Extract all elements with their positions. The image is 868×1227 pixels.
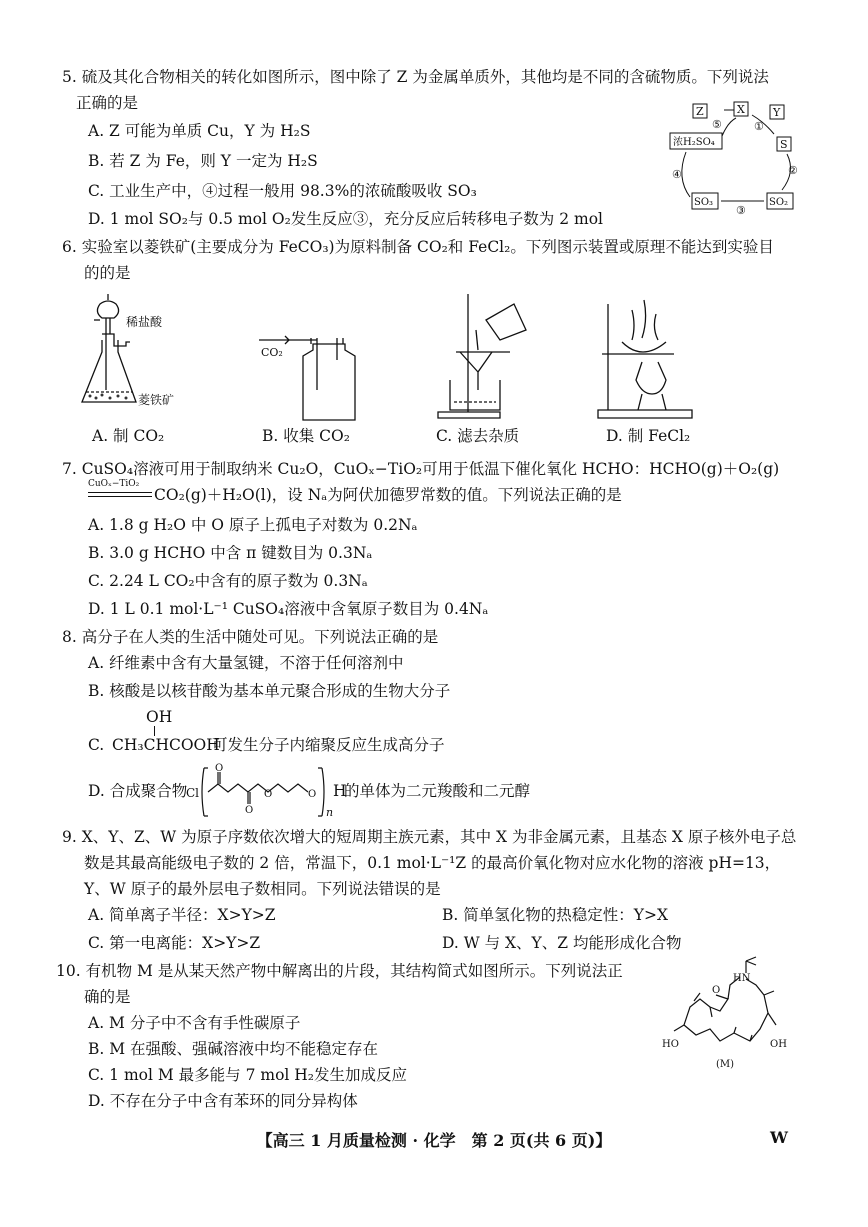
q10-stem-line1: 10. 有机物 M 是从某天然产物中解离出的片段，其结构简式如图所示。下列说法正 — [56, 962, 623, 980]
q6-stem-line2: 的的是 — [84, 264, 131, 282]
q8-option-d-text: 的单体为二元羧酸和二元醇 — [344, 782, 531, 800]
q9-stem-line1: 9. X、Y、Z、W 为原子序数依次增大的短周期主族元素，其中 X 为非金属元素，且基态 X 原子核外电子总 — [62, 828, 797, 846]
q5-option-c: C. 工业生产中，④过程一般用 98.3%的浓硫酸吸收 SO₃ — [88, 182, 477, 200]
apparatus-c-filtration — [430, 290, 540, 424]
q9-option-a: A. 简单离子半径：X>Y>Z — [88, 906, 276, 924]
polymer-oxygen-4: O — [308, 789, 317, 800]
q10-option-a: A. M 分子中不含有手性碳原子 — [88, 1014, 301, 1032]
q5-stem-line2: 正确的是 — [76, 94, 139, 112]
q7-option-c: C. 2.24 L CO₂中含有的原子数为 0.3Nₐ — [88, 572, 368, 590]
apparatus-d-evaporation — [592, 290, 702, 424]
q10-stem-line2: 确的是 — [84, 988, 131, 1006]
q8-option-d-h: H — [333, 782, 347, 800]
q7-option-d: D. 1 L 0.1 mol·L⁻¹ CuSO₄溶液中含氧原子数目为 0.4Nₐ — [88, 600, 489, 618]
diagram-step-4: ④ — [672, 168, 682, 181]
q8-stem: 8. 高分子在人类的生活中随处可见。下列说法正确的是 — [62, 628, 439, 646]
molecule-hn-label: HN — [733, 973, 751, 984]
polymer-structure — [198, 762, 338, 822]
diagram-so3: SO₃ — [694, 197, 714, 208]
q7-catalyst-label: CuOₓ−TiO₂ — [88, 479, 140, 489]
label-dilute-hcl: 稀盐酸 — [126, 315, 163, 329]
polymer-oxygen-1: O — [215, 763, 224, 774]
q8-option-c-oh: OH — [146, 708, 173, 726]
caption-b: B. 收集 CO₂ — [262, 427, 350, 445]
caption-d: D. 制 FeCl₂ — [606, 427, 691, 445]
label-co2-inlet: CO₂ — [261, 346, 283, 359]
diagram-step-2: ② — [788, 164, 798, 177]
q6-stem-line1: 6. 实验室以菱铁矿(主要成分为 FeCO₃)为原料制备 CO₂和 FeCl₂。下列图示装置或原理不能达到实验目 — [62, 238, 774, 256]
diagram-x: X — [737, 103, 745, 116]
footer-mark: W — [770, 1128, 788, 1147]
diagram-y: Y — [773, 106, 781, 119]
diagram-so2: SO₂ — [769, 197, 789, 208]
q10-option-d: D. 不存在分子中含有苯环的同分异构体 — [88, 1092, 358, 1110]
molecule-ho-left: HO — [662, 1039, 679, 1050]
q7-reaction-arrow — [88, 492, 152, 497]
q8-option-c-prefix: C. — [88, 736, 105, 754]
page-footer: 【高三 1 月质量检测 · 化学 第 2 页(共 6 页)】 — [256, 1131, 612, 1150]
q9-option-c: C. 第一电离能：X>Y>Z — [88, 934, 261, 952]
q9-option-d: D. W 与 X、Y、Z 均能形成化合物 — [442, 934, 682, 952]
q8-option-d-n: n — [326, 806, 334, 819]
q5-option-a: A. Z 可能为单质 Cu，Y 为 H₂S — [88, 122, 311, 140]
diagram-h2so4: 浓H₂SO₄ — [673, 137, 715, 148]
diagram-step-5: ⑤ — [712, 118, 722, 131]
q7-option-b: B. 3.0 g HCHO 中含 π 键数目为 0.3Nₐ — [88, 544, 373, 562]
q5-option-d: D. 1 mol SO₂与 0.5 mol O₂发生反应③，充分反应后转移电子数为 2 mol — [88, 210, 604, 228]
molecule-o-label: O — [712, 985, 721, 996]
polymer-oxygen-2: O — [245, 805, 254, 816]
diagram-step-3: ③ — [736, 204, 746, 217]
diagram-z: Z — [696, 105, 704, 118]
molecule-oh-right: OH — [770, 1039, 787, 1050]
apparatus-b-gas-bottle — [255, 330, 365, 426]
caption-c: C. 滤去杂质 — [436, 427, 520, 445]
q10-option-c: C. 1 mol M 最多能与 7 mol H₂发生加成反应 — [88, 1066, 408, 1084]
q7-stem-line1: 7. CuSO₄溶液可用于制取纳米 Cu₂O，CuOₓ−TiO₂可用于低温下催化氧化 HCHO：HCHO(g)＋O₂(g) — [62, 460, 780, 478]
apparatus-a-flask — [70, 290, 200, 424]
q9-option-b: B. 简单氢化物的热稳定性：Y>X — [442, 906, 668, 924]
q8-option-a: A. 纤维素中含有大量氢键，不溶于任何溶剂中 — [88, 654, 404, 672]
diagram-s: S — [780, 138, 788, 151]
q9-stem-line3: Y、W 原子的最外层电子数相同。下列说法错误的是 — [84, 880, 441, 898]
q8-option-b: B. 核酸是以核苷酸为基本单元聚合形成的生物大分子 — [88, 682, 451, 700]
q5-stem-line1: 5. 硫及其化合物相关的转化如图所示，图中除了 Z 为金属单质外，其他均是不同的含硫物质。下列说法 — [62, 68, 769, 86]
q8-option-c-text: 可发生分子内缩聚反应生成高分子 — [212, 736, 445, 754]
q8-option-c-formula: CH₃CHCOOH — [112, 736, 220, 754]
caption-a: A. 制 CO₂ — [92, 427, 165, 445]
q8-option-d-prefix: D. 合成聚合物 — [88, 782, 188, 800]
sulfur-cycle-diagram — [664, 100, 804, 220]
molecule-m-structure — [660, 955, 800, 1075]
diagram-step-1: ① — [754, 120, 764, 133]
q8-option-d-cl: Cl — [186, 786, 200, 800]
molecule-m-label: (M) — [716, 1059, 735, 1070]
label-siderite: 菱铁矿 — [138, 393, 175, 407]
q7-option-a: A. 1.8 g H₂O 中 O 原子上孤电子对数为 0.2Nₐ — [88, 516, 418, 534]
polymer-oxygen-3: O — [264, 789, 273, 800]
q10-option-b: B. M 在强酸、强碱溶液中均不能稳定存在 — [88, 1040, 379, 1058]
q9-stem-line2: 数是其最高能级电子数的 2 倍，常温下，0.1 mol·L⁻¹Z 的最高价氧化物对应水化物的溶液 pH=13， — [84, 854, 781, 872]
q7-stem-line2: CO₂(g)＋H₂O(l)，设 Nₐ为阿伏加德罗常数的值。下列说法正确的是 — [154, 486, 622, 504]
q5-option-b: B. 若 Z 为 Fe，则 Y 一定为 H₂S — [88, 152, 318, 170]
